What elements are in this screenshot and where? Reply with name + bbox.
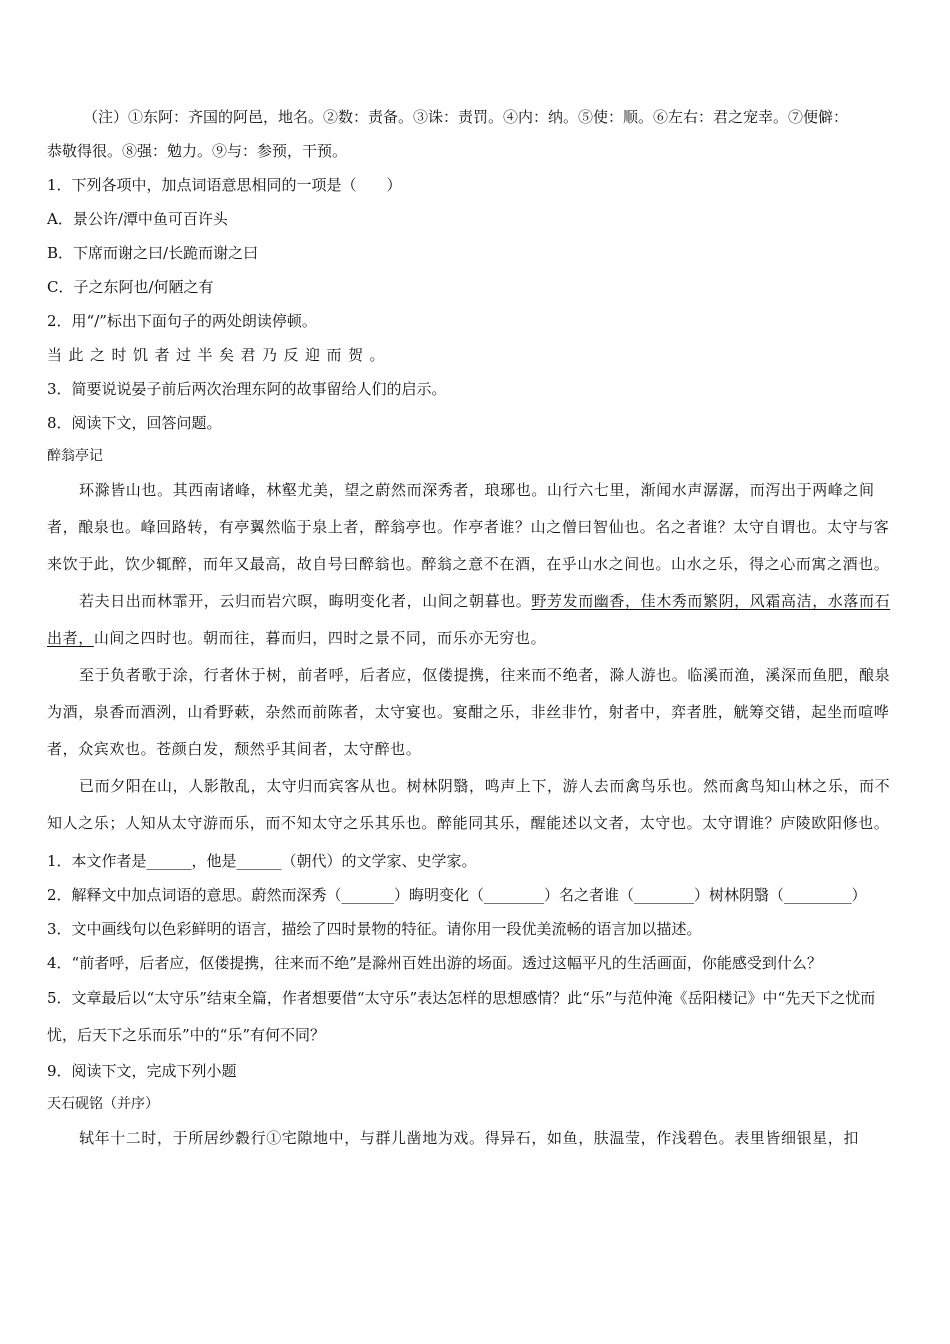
paragraph-2-start: 若夫日出而林霏开，云归而岩穴暝，晦明变化者，山间之朝暮也。 [79,592,532,610]
underlined-sentence: 野芳发而幽香，佳木秀而繁阴，风霜高洁，水落而石出者， [47,592,891,647]
question-8-5: 5．文章最后以“太守乐”结束全篇，作者想要借“太守乐”表达怎样的思想感情？此“乐”与范仲淹《岳阳楼记》中“先天下之忧而忧，后天下之乐而乐”中的“乐”有何不同？ [47,989,876,1044]
passage-title-zuiwengting: 醉翁亭记 [47,448,103,464]
question-8-1: 1．本文作者是______，他是______（朝代）的文学家、史学家。 [47,852,477,870]
passage-paragraph-4: 已而夕阳在山，人影散乱，太守归而宾客从也。树林阴翳，鸣声上下，游人去而禽鸟乐也。然而禽鸟知山林之乐，而不知人之乐；人知从太守游而乐，而不知太守之乐其乐也。醉能同其乐，醒能述以文者，太守也。太守谓谁？庐陵欧阳修也。 [47,777,891,832]
paragraph-2-end: 山间之四时也。朝而往，暮而归，四时之景不同，而乐亦无穷也。 [93,629,547,647]
option-c: C．子之东阿也/何陋之有 [47,278,214,296]
option-b: B．下席而谢之曰/长跪而谢之曰 [47,244,259,262]
question-8-intro: 8．阅读下文，回答问题。 [47,414,222,432]
question-7-1: 1．下列各项中，加点词语意思相同的一项是（ ） [47,176,402,194]
passage-title-tianshiyanming: 天石砚铭（并序） [47,1096,159,1112]
question-8-3: 3．文中画线句以色彩鲜明的语言，描绘了四时景物的特征。请你用一段优美流畅的语言加以描述。 [47,920,702,938]
question-7-3: 3．简要说说晏子前后两次治理东阿的故事留给人们的启示。 [47,380,447,398]
passage-paragraph-1: 环滁皆山也。其西南诸峰，林壑尤美，望之蔚然而深秀者，琅琊也。山行六七里，渐闻水声潺潺，而泻出于两峰之间者，酿泉也。峰回路转，有亭翼然临于泉上者，醉翁亭也。作亭者谁？山之僧曰智仙也。名之者谁？太守自谓也。太守与客来饮于此，饮少辄醉，而年又最高，故自号曰醉翁也。醉翁之意不在酒，在乎山水之间也。山水之乐，得之心而寓之酒也。 [47,481,890,573]
question-8-2: 2．解释文中加点词语的意思。蔚然而深秀（_______）晦明变化（________）名之者谁（________）树林阴翳（_________） [47,886,867,904]
footnote-line-2: 恭敬得很。⑧强：勉力。⑨与：参预，干预。 [47,142,348,160]
passage-paragraph-3: 至于负者歌于涂，行者休于树，前者呼，后者应，伛偻提携，往来而不绝者，滁人游也。临溪而渔，溪深而鱼肥，酿泉为酒，泉香而酒洌，山肴野蔌，杂然而前陈者，太守宴也。宴酣之乐，非丝非竹，射者中，弈者胜，觥筹交错，起坐而喧哗者，众宾欢也。苍颜白发，颓然乎其间者，太守醉也。 [47,666,891,758]
question-9-intro: 9．阅读下文，完成下列小题 [47,1062,237,1080]
question-8-4: 4．“前者呼，后者应，伛偻提携，往来而不绝”是滁州百姓出游的场面。透过这幅平凡的生活画面，你能感受到什么？ [47,954,822,972]
question-7-2: 2．用“/”标出下面句子的两处朗读停顿。 [47,312,317,330]
passage-9-paragraph-1: 轼年十二时，于所居纱縠行①宅隙地中，与群儿凿地为戏。得异石，如鱼，肤温莹，作浅碧色。表里皆细银星，扣 [79,1129,860,1147]
pause-sentence: 当此之时饥者过半矣君乃反迎而贺。 [47,346,392,364]
footnote-line-1: （注）①东阿：齐国的阿邑，地名。②数：责备。③诛：责罚。④内：纳。⑤使：顺。⑥左右：君之宠幸。⑦便僻： [83,108,849,126]
option-a: A．景公许/潭中鱼可百许头 [47,210,228,228]
passage-paragraph-2 [47,583,902,657]
